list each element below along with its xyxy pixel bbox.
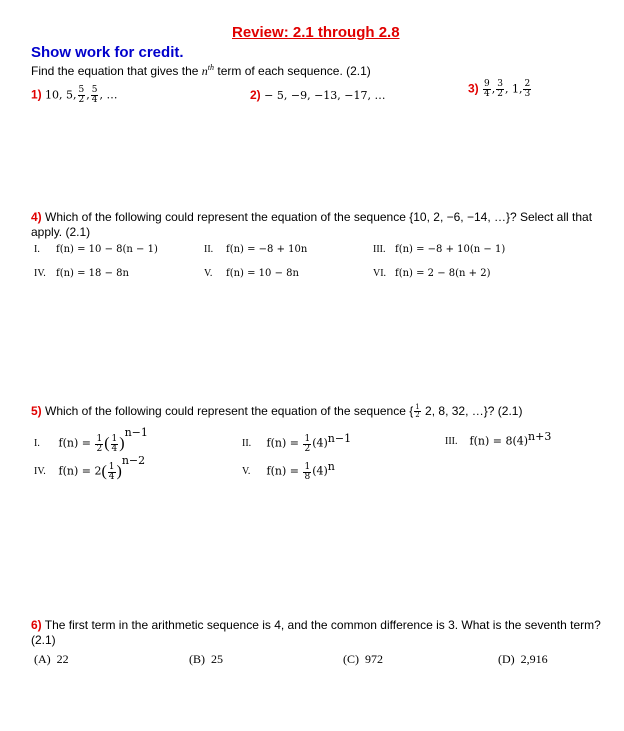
fraction: $\frac{2}{3}$: [524, 79, 531, 99]
question-3: 3) $\frac{9}{4}$ , $\frac{3}{2}$ , 1, $\frac{2}{3}$: [468, 79, 531, 99]
option-5-iv: IV. f(n) = 2( $\frac{1}{4}$ )$^{n-2}$: [34, 454, 146, 482]
choice-b: (B) 25: [189, 652, 223, 666]
question-4-continued: apply. (2.1): [31, 225, 91, 239]
question-number: 4): [31, 210, 42, 224]
question-4: 4) Which of the following could represent the equation of the sequence {10, 2, −6, −14, …}? Select all that: [31, 210, 593, 224]
fraction: $\frac{9}{4}$: [484, 79, 490, 99]
question-2: 2) − 5, −9, −13, −17, …: [250, 88, 386, 102]
question-number: 6): [31, 618, 42, 632]
fraction: $\frac{1}{4}$: [111, 433, 118, 454]
fraction: $\frac{3}{2}$: [497, 79, 503, 99]
option-5-iii: III. $f(n) = 8(4)^{n+3}$: [445, 430, 552, 448]
option-4-ii: II. f(n) = −8 + 10n: [204, 244, 308, 255]
option-4-iii: III. f(n) = −8 + 10(n − 1): [373, 244, 506, 255]
option-4-iv: IV. f(n) = 18 − 8n: [34, 268, 129, 279]
question-number: 3): [468, 81, 479, 96]
page-title: Review: 2.1 through 2.8: [232, 24, 400, 41]
fraction: $\frac{5}{2}$: [78, 85, 85, 105]
question-5: 5) Which of the following could represent the equation of the sequence { $\frac{1}{2}$ 2, 8, 32, …}? (2.1): [31, 403, 523, 420]
question-6-continued: (2.1): [31, 633, 56, 647]
fraction: $\frac{1}{2}$: [415, 403, 420, 420]
fraction: $\frac{1}{8}$: [304, 461, 311, 482]
question-number: 2): [250, 88, 261, 102]
choice-d: (D) 2,916: [498, 652, 548, 666]
option-4-i: I. f(n) = 10 − 8(n − 1): [34, 244, 158, 255]
question-6: 6) The first term in the arithmetic sequence is 4, and the common difference is 3. What is the seventh term?: [31, 618, 601, 632]
fraction: $\frac{1}{2}$: [96, 433, 103, 454]
option-4-v: V. f(n) = 10 − 8n: [204, 268, 299, 279]
fraction: $\frac{1}{4}$: [108, 461, 115, 482]
question-number: 5): [31, 404, 42, 418]
question-number: 1): [31, 87, 42, 102]
option-4-vi: VI. f(n) = 2 − 8(n + 2): [373, 268, 491, 279]
instructions: Find the equation that gives the $n^{th}$ term of each sequence. (2.1): [31, 63, 371, 78]
option-5-i: I. f(n) = $\frac{1}{2}$ ( $\frac{1}{4}$ )$^{n-1}$: [34, 426, 148, 454]
choice-a: (A) 22: [34, 652, 69, 666]
option-5-ii: II. f(n) = $\frac{1}{2}$ $(4)^{n-1}$: [242, 432, 352, 454]
fraction: $\frac{1}{2}$: [304, 433, 311, 454]
option-5-v: V. f(n) = $\frac{1}{8}$ $(4)^n$: [242, 460, 335, 482]
subtitle: Show work for credit.: [31, 44, 184, 61]
choice-c: (C) 972: [343, 652, 383, 666]
question-1: 1) 10, 5, $\frac{5}{2}$ , $\frac{5}{4}$ , …: [31, 85, 118, 105]
fraction: $\frac{5}{4}$: [91, 85, 98, 105]
